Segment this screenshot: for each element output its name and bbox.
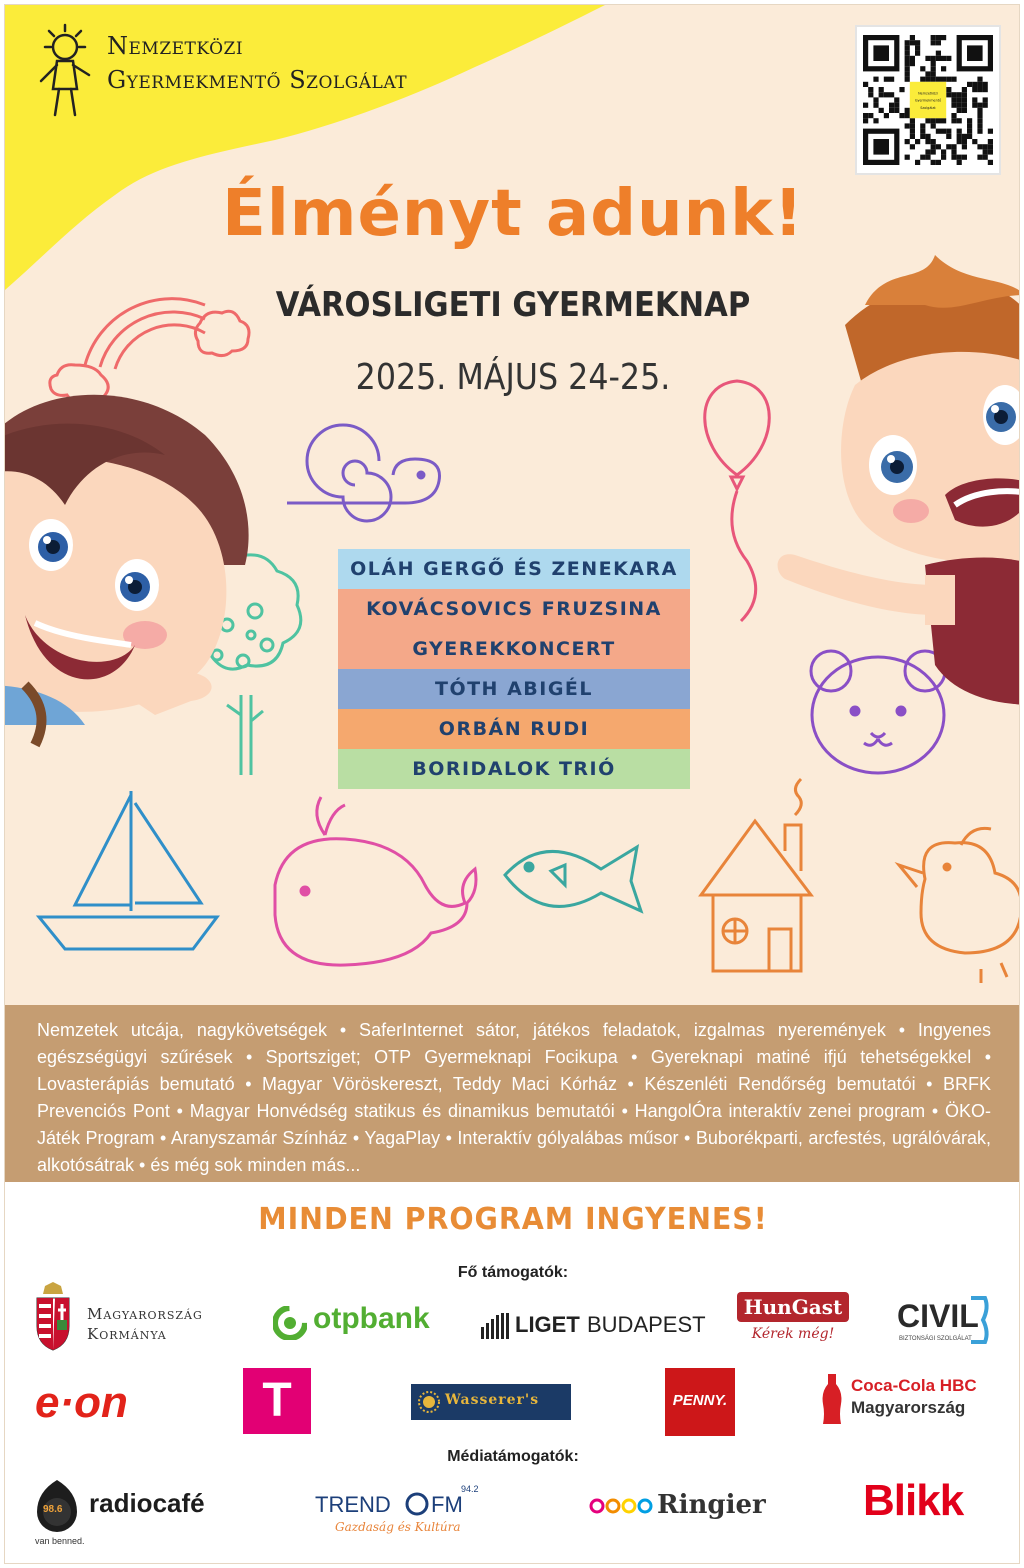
trend-circle-icon [405, 1492, 429, 1516]
cocacola-line2: Magyarország [851, 1398, 966, 1417]
cocacola-hbc-logo[interactable] [819, 1372, 1009, 1428]
program-list: Nemzetek utcája, nagykövetségek • SaferInternet sátor, játékos feladatok, izgalmas nyeremények • Ingyenes egészségügyi szűrések • Sportsziget; OTP Gyermeknapi Focikupa • Gyereknapi matiné ifjú tehetségekkel • Lovasterápiás bemutató • Magyar Vöröskereszt, Teddy Maci Kórház • Készenléti Rendőrség bemutatói • BRFK Prevenciós Pont • Magyar Honvédség statikus és dinamikus bemutatói • HangolÓra interaktív zenei program • ÖKO-Játék Program • Aranyszamár Színház • YagaPlay • Interaktív gólyalábas műsor • Buborékparti, arcfestés, ugrálóvárak, alkotósátrak • és még sok minden más... [37, 1020, 991, 1175]
performer-4: ORBÁN RUDI [338, 709, 690, 749]
qr-logo-text: Szolgálat [920, 105, 936, 110]
cocacola-line1: Coca-Cola HBC [851, 1376, 977, 1395]
civil-wave-icon [969, 1294, 993, 1346]
performer-2: KOVÁCSOVICS FRUZSINA [338, 589, 690, 629]
civil-wordmark: CIVIL [897, 1298, 979, 1334]
fm-word: FM [431, 1492, 463, 1517]
house-doodle-icon [701, 779, 811, 971]
eon-logo[interactable] [35, 1378, 165, 1428]
trend-word: TREND [315, 1492, 391, 1517]
gov-line2: Kormánya [87, 1325, 167, 1343]
liget-budapest-logo[interactable] [481, 1310, 706, 1342]
boy-character [778, 255, 1020, 705]
coat-of-arms-icon [33, 1280, 73, 1352]
liget-word: LIGET [515, 1312, 580, 1337]
telekom-t: T [262, 1374, 292, 1427]
gov-line1: Magyarország [87, 1305, 203, 1323]
qr-logo-text: Gyermekmentő [914, 98, 942, 103]
ringier-logo[interactable] [589, 1488, 789, 1532]
program-band [5, 1005, 1020, 1182]
whale-doodle-icon [275, 797, 476, 965]
qr-logo-text: Nemzetközi [918, 91, 938, 96]
free-program-banner: MINDEN PROGRAM INGYENES! [258, 1202, 768, 1237]
teddy-bear-doodle-icon [811, 651, 945, 773]
radiocafe-tagline: van benned. [35, 1536, 85, 1546]
rainbow-doodle-icon [50, 299, 249, 402]
otpbank-logo[interactable] [273, 1302, 453, 1342]
wasserers-logo[interactable] [411, 1384, 571, 1420]
fish-doodle-icon [505, 847, 641, 911]
media-sponsors-label: Médiatámogatók: [447, 1448, 579, 1465]
snail-doodle-icon [287, 425, 440, 521]
performer-2-sub: GYEREKKONCERT [338, 629, 690, 669]
org-name-line2: Gyermekmentő Szolgálat [107, 66, 408, 94]
bird-doodle-icon [899, 828, 1020, 983]
sponsors-section [5, 1182, 1020, 1564]
eon-wordmark: e·on [35, 1378, 128, 1427]
hungast-tagline: Kérek még! [751, 1326, 835, 1342]
budapest-word: BUDAPEST [587, 1312, 706, 1337]
civil-subtitle: BIZTONSÁGI SZOLGÁLAT [899, 1336, 972, 1342]
org-name-line1: Nemzetközi [107, 32, 244, 60]
blikk-wordmark: Blikk [863, 1476, 964, 1525]
otp-leaf-icon [273, 1306, 307, 1340]
illustration [5, 5, 1020, 1005]
wasserers-sun-icon [417, 1390, 441, 1414]
event-date: 2025. MÁJUS 24-25. [355, 357, 671, 398]
government-logo[interactable] [33, 1278, 253, 1354]
radiocafe-frequency: 98.6 [43, 1504, 63, 1515]
liget-bars-icon [481, 1313, 511, 1339]
event-subtitle: VÁROSLIGETI GYERMEKNAP [275, 285, 751, 325]
performer-5: BORIDALOK TRIÓ [338, 749, 690, 789]
radiocafe-wordmark: radiocafé [89, 1488, 205, 1518]
trend-tagline: Gazdaság és Kultúra [335, 1520, 461, 1534]
telekom-logo[interactable] [243, 1368, 311, 1434]
ringier-circles-icon [589, 1496, 655, 1516]
ringier-wordmark: Ringier [657, 1490, 766, 1520]
penny-wordmark: PENNY. [672, 1392, 728, 1409]
main-sponsors-label: Fő támogatók: [457, 1264, 569, 1281]
sailboat-doodle-icon [39, 791, 217, 949]
performer-3: TÓTH ABIGÉL [338, 669, 690, 709]
balloon-doodle-icon [705, 381, 770, 621]
blikk-logo[interactable] [863, 1476, 1003, 1528]
hungast-logo[interactable] [737, 1292, 849, 1352]
wasserers-wordmark: Wasserer's [445, 1392, 540, 1408]
headline: Élményt adunk! [222, 177, 804, 251]
otp-wordmark: otpbank [313, 1302, 430, 1335]
girl-character [5, 395, 249, 745]
trendfm-logo[interactable] [315, 1482, 485, 1542]
poster [4, 4, 1020, 1564]
civil-logo[interactable] [895, 1292, 1005, 1352]
performer-1: OLÁH GERGŐ ÉS ZENEKARA [338, 549, 690, 589]
penny-logo[interactable] [665, 1368, 735, 1436]
bottle-icon [819, 1374, 845, 1424]
trend-frequency: 94.2 [461, 1484, 479, 1494]
hungast-wordmark: HunGast [737, 1292, 849, 1322]
performer-list [338, 549, 690, 789]
radiocafe-logo[interactable] [33, 1478, 233, 1548]
